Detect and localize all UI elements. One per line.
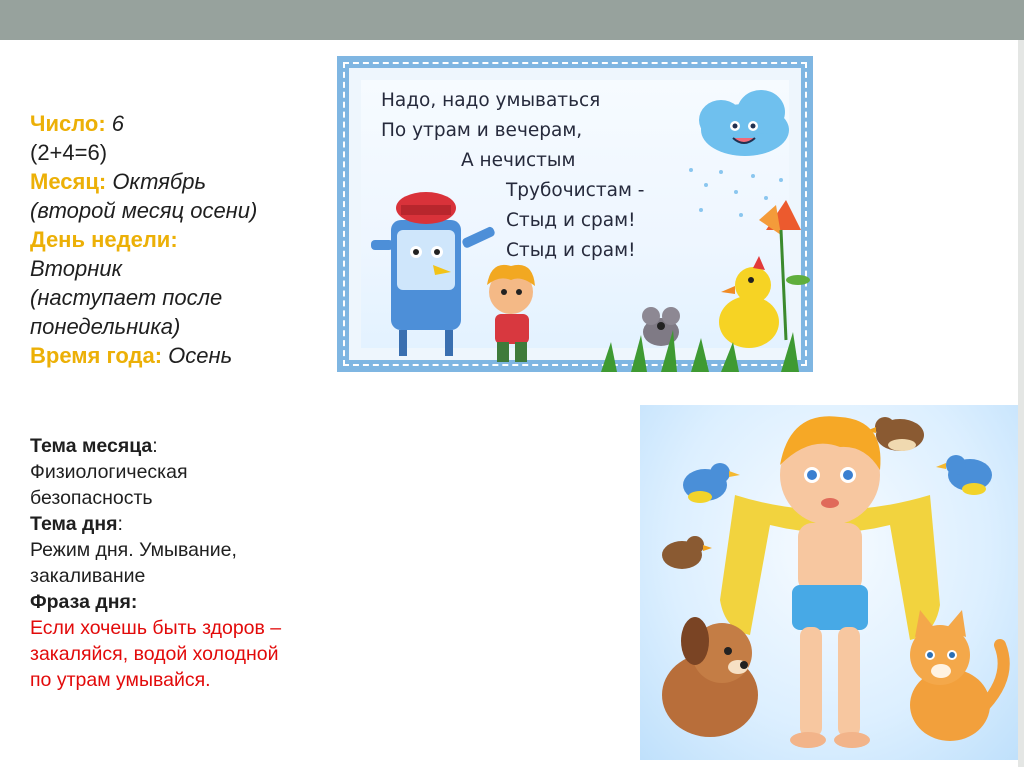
- month-theme-label: Тема месяца: [30, 435, 153, 457]
- month-theme-heading: [30, 433, 380, 459]
- bird-icon: [936, 455, 992, 495]
- boy-icon: [780, 416, 881, 748]
- poem-line: Трубочистам -: [506, 180, 645, 201]
- phrase-line-1: Если хочешь быть здоров –: [30, 617, 282, 639]
- number-value: 6: [105, 111, 125, 136]
- poem-line: Надо, надо умываться: [381, 90, 601, 111]
- month-theme-value-2: безопасность: [30, 487, 153, 509]
- day-theme-label: Тема дня: [30, 513, 118, 535]
- poem-line: Стыд и срам!: [506, 240, 636, 261]
- month-theme-colon: :: [152, 435, 158, 457]
- kitten-icon: [910, 610, 1004, 741]
- month-line: [30, 167, 350, 196]
- rain-drops-icon: [689, 168, 783, 217]
- poem-card-inner: [361, 80, 789, 348]
- season-line: [30, 341, 350, 370]
- mouse-icon: [642, 307, 680, 346]
- poem-line: По утрам и вечерам,: [381, 120, 583, 141]
- duckling-icon: [719, 256, 779, 348]
- day-theme-heading: [30, 511, 380, 537]
- messy-boy-icon: [487, 265, 535, 362]
- month-value: Октябрь: [106, 169, 207, 194]
- right-edge-strip: [1018, 40, 1024, 767]
- washbasin-character-icon: [371, 192, 496, 356]
- poem-line: А нечистым: [461, 150, 576, 171]
- number-label: Число:: [30, 111, 106, 136]
- theme-block: [30, 433, 380, 693]
- month-note: (второй месяц осени): [30, 198, 258, 223]
- month-theme-value-1: Физиологическая: [30, 461, 188, 483]
- poem-card: [337, 56, 813, 372]
- bird-icon: [683, 463, 740, 503]
- number-line: [30, 109, 350, 138]
- phrase-line-3: по утрам умывайся.: [30, 669, 211, 691]
- month-label: Месяц:: [30, 169, 107, 194]
- cloud-icon: [699, 90, 789, 156]
- sparrow-icon: [662, 536, 712, 569]
- phrase-line-2: закаляйся, водой холодной: [30, 643, 279, 665]
- phrase-label: Фраза дня:: [30, 591, 138, 613]
- top-bar: [0, 0, 1024, 40]
- poem-illustration: [361, 80, 813, 372]
- weekday-note-1: (наступает после: [30, 285, 223, 310]
- weekday-label: День недели:: [30, 227, 178, 252]
- day-theme-value-2: закаливание: [30, 565, 146, 587]
- season-value: Осень: [162, 343, 233, 368]
- weekday-note-2: понедельника): [30, 314, 181, 339]
- boy-with-towel-illustration: [640, 405, 1018, 760]
- weekday-value: Вторник: [30, 256, 122, 281]
- day-theme-colon: :: [117, 513, 123, 535]
- day-info-block: [30, 109, 350, 370]
- season-label: Время года:: [30, 343, 163, 368]
- boy-with-towel-svg: [640, 405, 1018, 760]
- poem-line: Стыд и срам!: [506, 210, 636, 231]
- phrase-heading: [30, 589, 380, 615]
- puppy-icon: [662, 617, 758, 737]
- day-theme-value-1: Режим дня. Умывание,: [30, 539, 237, 561]
- number-calc: (2+4=6): [30, 140, 108, 165]
